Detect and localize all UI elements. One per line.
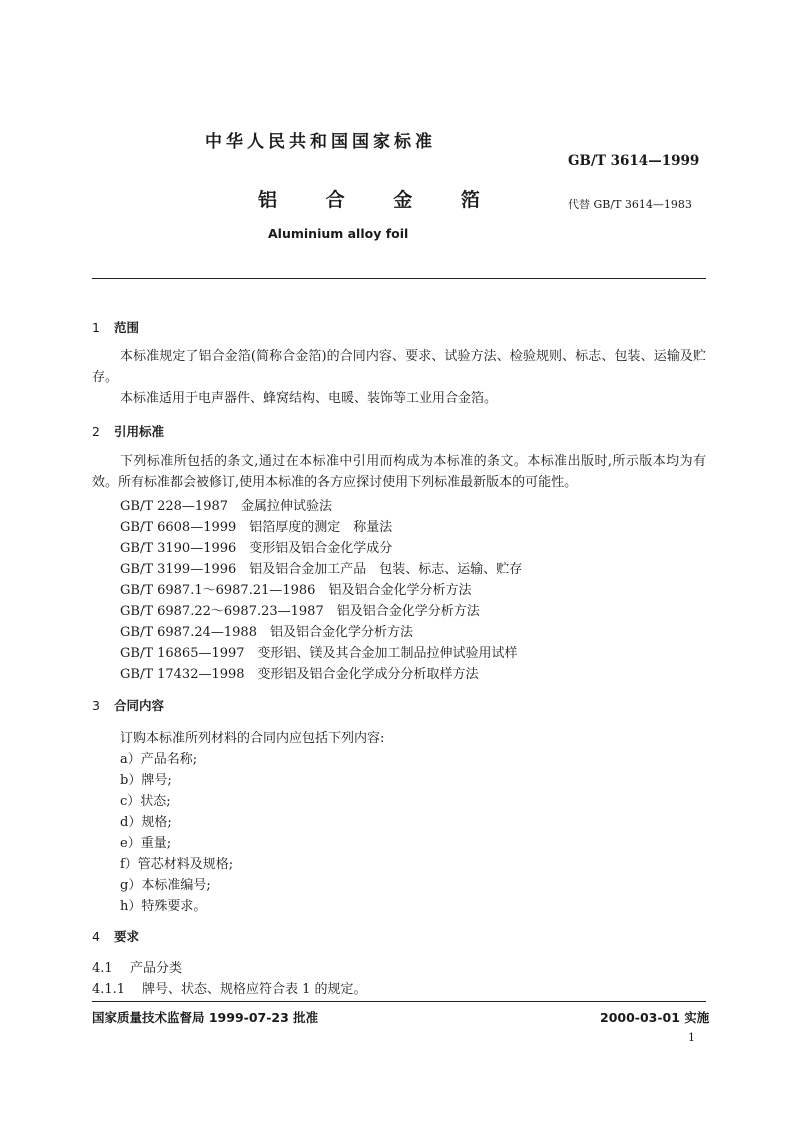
contract-item: a）产品名称; bbox=[120, 752, 198, 767]
implementation-date: 2000-03-01 实施 bbox=[600, 1010, 710, 1025]
reference-item: GB/T 17432—1998 变形铝及铝合金化学成分分析取样方法 bbox=[120, 667, 479, 682]
header-divider bbox=[92, 278, 706, 279]
contract-item: e）重量; bbox=[120, 836, 172, 851]
section-3-heading bbox=[92, 696, 164, 714]
reference-item: GB/T 228—1987 金属拉伸试验法 bbox=[120, 499, 333, 514]
section-1-heading bbox=[92, 318, 139, 336]
national-standard-title: 中华人民共和国国家标准 bbox=[205, 132, 436, 152]
section-number: 2 bbox=[92, 424, 100, 439]
section-4-heading bbox=[92, 927, 139, 945]
approval-line: 国家质量技术监督局 1999-07-23 批准 bbox=[92, 1010, 319, 1025]
document-title: 铝 合 金 箔 bbox=[258, 189, 501, 211]
reference-item: GB/T 6987.24—1988 铝及铝合金化学分析方法 bbox=[120, 625, 413, 640]
contract-item: f）管芯材料及规格; bbox=[120, 857, 234, 872]
reference-item: GB/T 6608—1999 铝箔厚度的测定 称量法 bbox=[120, 520, 393, 535]
reference-item: GB/T 6987.1～6987.21—1986 铝及铝合金化学分析方法 bbox=[120, 583, 472, 598]
english-title: Aluminium alloy foil bbox=[268, 226, 409, 241]
section-2-intro: 下列标准所包括的条文,通过在本标准中引用而构成为本标准的条文。本标准出版时,所示版本均为有效。所有标准都会被修订,使用本标准的各方应探讨使用下列标准最新版本的可能性。 bbox=[92, 454, 706, 490]
section-title: 范围 bbox=[114, 320, 140, 335]
footer-divider bbox=[92, 1001, 706, 1002]
standard-number: GB/T 3614—1999 bbox=[568, 153, 700, 169]
section-1-paragraph-2: 本标准适用于电声器件、蜂窝结构、电暖、装饰等工业用合金箔。 bbox=[120, 391, 498, 406]
subsection-4-1 bbox=[92, 957, 182, 976]
contract-item: g）本标准编号; bbox=[120, 878, 211, 893]
section-1-paragraph-1: 本标准规定了铝合金箔(简称合金箔)的合同内容、要求、试验方法、检验规则、标志、包装、运输及贮存。 bbox=[92, 349, 706, 385]
section-number: 4 bbox=[92, 929, 100, 944]
subsection-4-1-1 bbox=[92, 978, 367, 997]
subsection-text: 牌号、状态、规格应符合表 1 的规定。 bbox=[142, 982, 367, 997]
section-number: 1 bbox=[92, 320, 100, 335]
contract-item: b）牌号; bbox=[120, 773, 172, 788]
section-title: 合同内容 bbox=[114, 698, 165, 713]
contract-item: d）规格; bbox=[120, 815, 172, 830]
reference-item: GB/T 3190—1996 变形铝及铝合金化学成分 bbox=[120, 541, 393, 556]
replaces-standard: 代替 GB/T 3614—1983 bbox=[568, 198, 692, 211]
page-number: 1 bbox=[688, 1031, 695, 1044]
subsection-number: 4.1 bbox=[92, 961, 113, 976]
section-number: 3 bbox=[92, 698, 100, 713]
section-2-heading bbox=[92, 422, 164, 440]
section-title: 引用标准 bbox=[114, 424, 165, 439]
reference-item: GB/T 6987.22～6987.23—1987 铝及铝合金化学分析方法 bbox=[120, 604, 480, 619]
reference-item: GB/T 3199—1996 铝及铝合金加工产品 包装、标志、运输、贮存 bbox=[120, 562, 523, 577]
reference-item: GB/T 16865—1997 变形铝、镁及其合金加工制品拉伸试验用试样 bbox=[120, 646, 518, 661]
section-title: 要求 bbox=[114, 929, 140, 944]
section-3-intro: 订购本标准所列材料的合同内应包括下列内容: bbox=[120, 731, 385, 746]
subsection-title: 产品分类 bbox=[130, 961, 183, 976]
subsection-number: 4.1.1 bbox=[92, 982, 126, 997]
contract-item: h）特殊要求。 bbox=[120, 899, 207, 914]
contract-item: c）状态; bbox=[120, 794, 171, 809]
